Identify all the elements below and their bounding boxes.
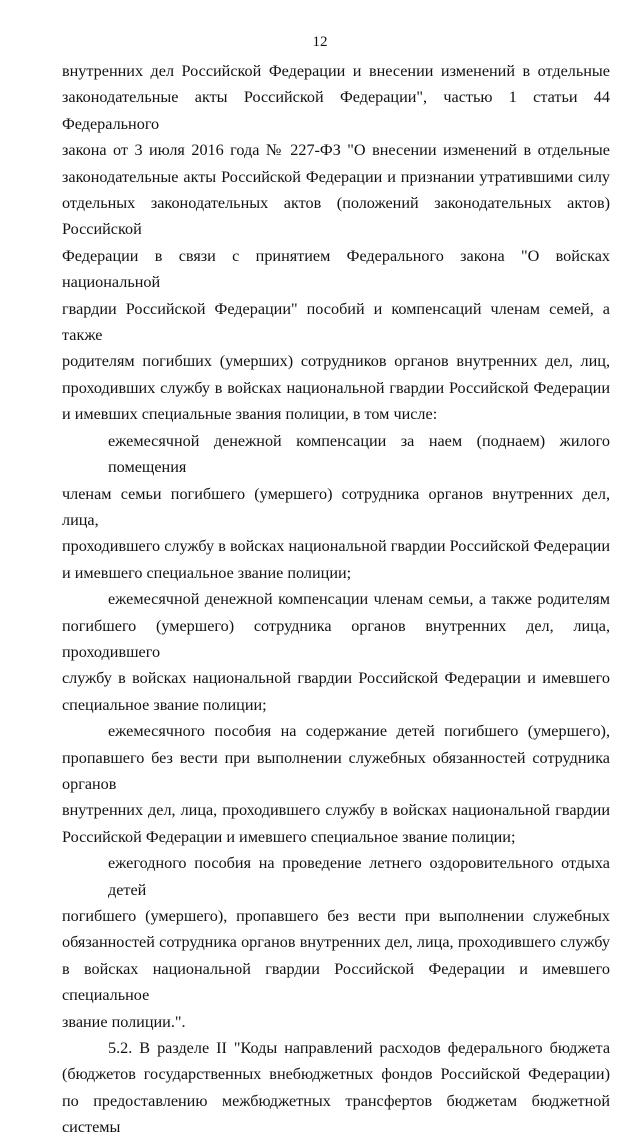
- text-line: проходивших службу в войсках национальной гвардии Российской Федерации: [62, 378, 610, 397]
- text-line: Российской Федерации и имевшего специальное звание полиции;: [62, 827, 516, 846]
- paragraph-section-5-2: [62, 1035, 610, 1141]
- text-line: (бюджетов государственных внебюджетных фондов Российской Федерации): [62, 1065, 610, 1084]
- text-line: проходившего службу в войсках национальной гвардии Российской Федерации: [62, 537, 610, 556]
- text-line: по предоставлению межбюджетных трансфертов бюджетам бюджетной системы: [62, 1091, 610, 1137]
- text-line: внутренних дел, лица, проходившего службу в войсках национальной гвардии: [62, 801, 610, 820]
- text-line: отдельных законодательных актов (положений законодательных актов) Российской: [62, 194, 610, 239]
- text-line: родителям погибших (умерших) сотрудников органов внутренних дел, лиц,: [62, 352, 610, 371]
- text-line: ежемесячной денежной компенсации членам семьи, а также родителям: [108, 590, 610, 609]
- text-line: законодательные акты Российской Федерации", частью 1 статьи 44 Федерального: [62, 88, 610, 133]
- text-line: ежегодного пособия на проведение летнего оздоровительного отдыха детей: [108, 854, 610, 899]
- paragraph-monthly-compensation: [62, 586, 610, 718]
- text-line: и имевших специальные звания полиции, в том числе:: [62, 405, 438, 424]
- paragraph-housing-compensation: [62, 428, 610, 586]
- text-line: и имевшего специальное звание полиции;: [62, 563, 352, 582]
- page-number: 12: [312, 34, 328, 50]
- paragraph-summer-rest-allowance: [62, 850, 610, 1035]
- text-line: Федерации в связи с принятием Федерального закона "О войсках национальной: [62, 246, 610, 292]
- paragraph-child-allowance: [62, 718, 610, 850]
- text-line: законодательные акты Российской Федерации и признании утратившими силу: [62, 167, 610, 186]
- text-line: звание полиции.".: [62, 1012, 186, 1031]
- text-line: погибшего (умершего) сотрудника органов внутренних дел, лица, проходившего: [62, 616, 610, 661]
- text-line: службу в войсках национальной гвардии Российской Федерации и имевшего: [62, 669, 610, 688]
- text-line: в войсках национальной гвардии Российской Федерации и имевшего специальное: [62, 959, 610, 1005]
- paragraph-intro: [62, 58, 610, 428]
- text-line: пропавшего без вести при выполнении служебных обязанностей сотрудника органов: [62, 748, 610, 793]
- text-line: ежемесячной денежной компенсации за наем (поднаем) жилого помещения: [108, 431, 610, 477]
- text-line: членам семьи погибшего (умершего) сотрудника органов внутренних дел, лица,: [62, 484, 610, 529]
- text-line: погибшего (умершего), пропавшего без вести при выполнении служебных: [62, 907, 610, 925]
- text-line: закона от 3 июля 2016 года № 227-ФЗ "О внесении изменений в отдельные: [62, 141, 610, 160]
- text-line: обязанностей сотрудника органов внутренних дел, лица, проходившего службу: [62, 933, 610, 952]
- text-line: гвардии Российской Федерации" пособий и компенсаций членам семей, а также: [62, 299, 610, 345]
- document-body: [62, 58, 610, 1141]
- text-line: специальное звание полиции;: [62, 695, 267, 714]
- text-line: ежемесячного пособия на содержание детей погибшего (умершего),: [108, 722, 610, 741]
- text-line: 5.2. В разделе II "Коды направлений расходов федерального бюджета: [108, 1039, 610, 1058]
- text-line: внутренних дел Российской Федерации и внесении изменений в отдельные: [62, 62, 610, 80]
